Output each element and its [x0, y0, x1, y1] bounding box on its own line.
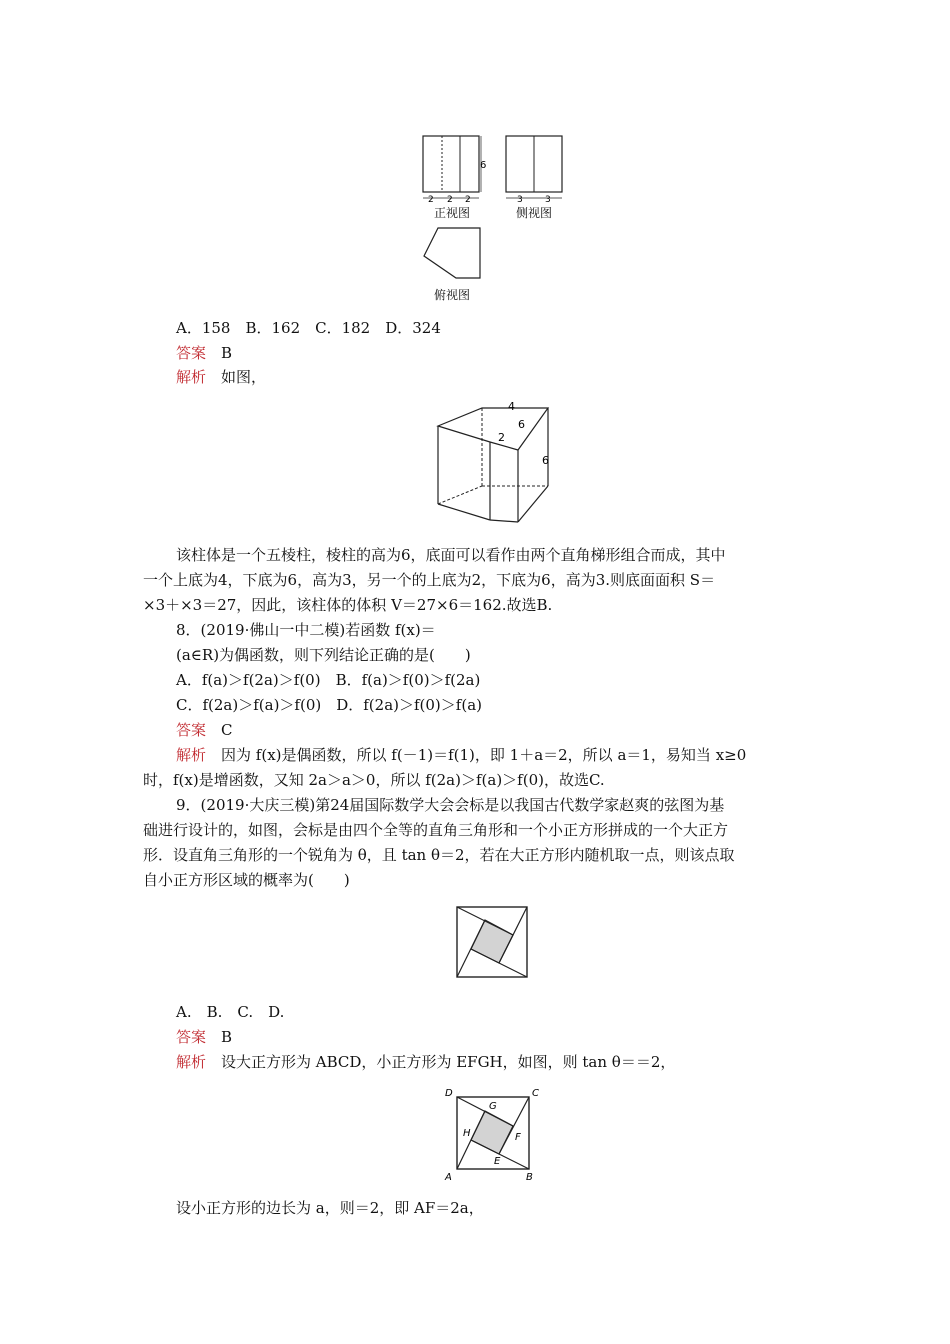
svg-text:4: 4: [508, 400, 515, 413]
svg-text:2: 2: [428, 195, 434, 205]
svg-text:2: 2: [465, 195, 471, 205]
svg-text:C: C: [532, 1088, 539, 1099]
labeled-string-diagram: [440, 1084, 544, 1184]
answer-label: 答案: [176, 344, 207, 362]
q9-options: A. B. C. D.: [176, 1003, 285, 1021]
svg-text:2: 2: [447, 195, 453, 205]
q7-answer: 答案 B: [176, 344, 233, 362]
svg-text:3: 3: [545, 195, 551, 205]
q7-explain-3: ×3＋×3＝27，因此，该柱体的体积 V＝27×6＝162.故选B.: [143, 596, 553, 614]
string-diagram-figure: [456, 906, 528, 978]
prism-figure: [430, 398, 560, 530]
q9-stem-1: 9．(2019·大庆三模)第24届国际数学大会会标是以我国古代数学家赵爽的弦图为基: [176, 796, 725, 814]
top-view-caption: 俯视图: [434, 288, 471, 302]
svg-text:G: G: [489, 1101, 497, 1112]
q8-stem-1: 8．(2019·佛山一中二模)若函数 f(x)＝: [176, 621, 436, 639]
svg-text:H: H: [463, 1128, 471, 1139]
front-view-caption: 正视图: [434, 206, 471, 220]
side-view-caption: 侧视图: [516, 206, 553, 220]
q8-analysis-2: 时，f(x)是增函数，又知 2a＞a＞0，所以 f(2a)＞f(a)＞f(0)，故选C.: [143, 771, 605, 789]
q8-options-cd: C．f(2a)＞f(a)＞f(0) D．f(2a)＞f(0)＞f(a): [176, 696, 482, 714]
q7-analysis: 解析 如图，: [176, 368, 267, 386]
q9-analysis-1: 解析 设大正方形为 ABCD，小正方形为 EFGH，如图，则 tan θ＝＝2，: [176, 1053, 676, 1071]
front-height-label: 6: [480, 160, 487, 171]
svg-text:A: A: [445, 1172, 452, 1183]
svg-text:6: 6: [518, 418, 525, 431]
q9-last-line: 设小正方形的边长为 a，则＝2，即 AF＝2a，: [176, 1199, 484, 1217]
q7-explain-2: 一个上底为4，下底为6，高为3，另一个的上底为2，下底为6，高为3.则底面面积 S＝: [143, 571, 716, 589]
svg-text:B: B: [526, 1172, 533, 1183]
q8-analysis-1: 解析 因为 f(x)是偶函数，所以 f(－1)＝f(1)，即 1＋a＝2，所以 a＝1，易知当 x≥0: [176, 746, 747, 764]
analysis-label: 解析: [176, 368, 207, 386]
svg-text:D: D: [445, 1088, 453, 1099]
q8-options-ab: A．f(a)＞f(2a)＞f(0) B．f(a)＞f(0)＞f(2a): [176, 671, 481, 689]
svg-text:F: F: [515, 1132, 521, 1143]
q9-stem-4: 自小正方形区域的概率为( ): [143, 871, 350, 889]
svg-text:6: 6: [542, 454, 549, 467]
q9-stem-2: 础进行设计的，如图，会标是由四个全等的直角三角形和一个小正方形拼成的一个大正方: [143, 821, 729, 839]
q7-explain-1: 该柱体是一个五棱柱，棱柱的高为6，底面可以看作由两个直角梯形组合而成，其中: [176, 546, 726, 564]
svg-text:3: 3: [517, 195, 523, 205]
svg-text:E: E: [494, 1156, 501, 1167]
q9-stem-3: 形．设直角三角形的一个锐角为 θ，且 tan θ＝2，若在大正方形内随机取一点，则该点取: [143, 846, 735, 864]
q8-stem-2: (a∈R)为偶函数，则下列结论正确的是( ): [176, 646, 471, 664]
svg-text:2: 2: [498, 431, 505, 444]
q7-options: A．158 B．162 C．182 D．324: [176, 319, 441, 337]
q8-answer: 答案 C: [176, 721, 233, 739]
q9-answer: 答案 B: [176, 1028, 233, 1046]
